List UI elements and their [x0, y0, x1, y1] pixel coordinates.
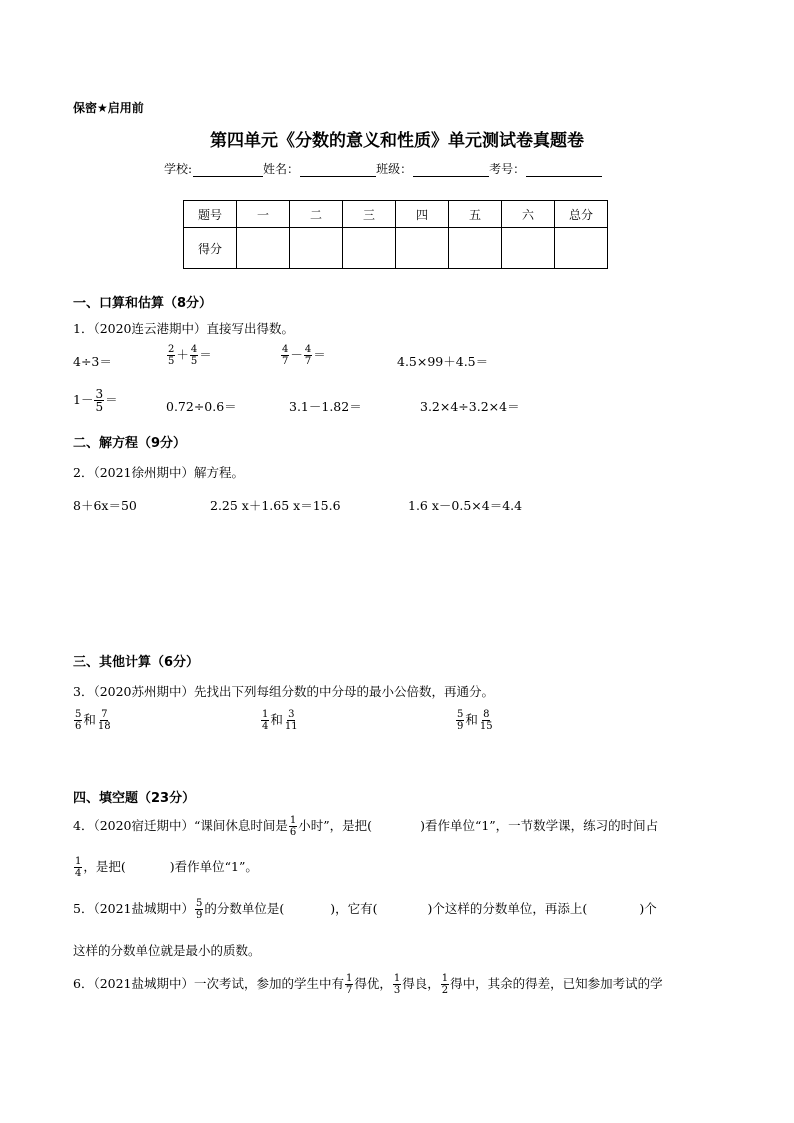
class-field[interactable]: [413, 164, 489, 177]
fraction: $\frac{7}{18}$: [97, 709, 111, 732]
fraction-pair: $\frac{5}{9}$ 和 $\frac{8}{15}$: [457, 709, 493, 732]
score-table: [183, 200, 608, 269]
school-field[interactable]: [193, 164, 263, 177]
question-text: 这样的分数单位就是最小的质数。: [73, 943, 261, 958]
table-cell: 二: [290, 201, 343, 228]
fraction-pair: $\frac{5}{6}$ 和 $\frac{7}{18}$: [75, 709, 111, 732]
score-cell[interactable]: [396, 228, 449, 269]
score-cell[interactable]: [449, 228, 502, 269]
table-cell: 四: [396, 201, 449, 228]
section-heading: 一、口算和估算（8分）: [73, 296, 213, 311]
question-text: 6．（2021盐城期中）一次考试，参加的学生中有 $\frac{1}{7}$ 得优， $\frac{1}{3}$ 得良， $\frac{1}{2}$ 得中，其余的得差，已知参加考试的学: [73, 973, 663, 996]
fraction: $\frac{4}{7}$: [282, 344, 289, 367]
fraction: $\frac{2}{5}$: [168, 344, 175, 367]
expression: 4.5×99＋4.5＝: [397, 354, 489, 369]
fraction: $\frac{1}{4}$: [262, 709, 269, 732]
expression: $\frac{2}{5}$ ＋ $\frac{4}{5}$ ＝: [168, 344, 212, 367]
score-cell[interactable]: [502, 228, 555, 269]
equation: 8＋6x＝50: [73, 498, 137, 513]
expression: 3.2×4÷3.2×4＝: [420, 399, 520, 414]
exam-number-label: 考号：: [489, 162, 526, 176]
fraction: $\frac{5}{9}$: [196, 898, 203, 921]
fraction: $\frac{5}{6}$: [75, 709, 82, 732]
score-cell[interactable]: [290, 228, 343, 269]
fraction: $\frac{8}{15}$: [479, 709, 493, 732]
table-cell: 五: [449, 201, 502, 228]
score-cell[interactable]: [237, 228, 290, 269]
expression: $\frac{4}{7}$ － $\frac{4}{7}$ ＝: [282, 344, 326, 367]
question-text: 5．（2021盐城期中） $\frac{5}{9}$ 的分数单位是( )，它有( )个这样的分数单位，再添上( )个: [73, 898, 657, 921]
section-heading: 三、其他计算（6分）: [73, 655, 200, 670]
fraction: $\frac{3}{5}$: [95, 387, 104, 414]
equation: 2.25 x＋1.65 x＝15.6: [210, 498, 341, 513]
expression: 4÷3＝: [73, 354, 112, 369]
table-cell: 总分: [555, 201, 608, 228]
exam-number-field[interactable]: [526, 164, 602, 177]
question-text: 2．（2021徐州期中）解方程。: [73, 465, 245, 480]
score-cell[interactable]: [555, 228, 608, 269]
name-label: 姓名：: [263, 162, 300, 176]
fraction: $\frac{4}{7}$: [304, 344, 312, 367]
fraction: $\frac{4}{5}$: [190, 344, 198, 367]
question-text: 1．（2020连云港期中）直接写出得数。: [73, 321, 295, 336]
question-text: 3．（2020苏州期中）先找出下列每组分数的中分母的最小公倍数，再通分。: [73, 684, 495, 699]
table-cell: 三: [343, 201, 396, 228]
expression: 3.1－1.82＝: [289, 399, 362, 414]
score-cell[interactable]: [343, 228, 396, 269]
fraction: $\frac{1}{7}$: [346, 973, 353, 996]
fraction: $\frac{5}{9}$: [457, 709, 464, 732]
table-cell: 六: [502, 201, 555, 228]
page-title: 第四单元《分数的意义和性质》单元测试卷真题卷: [210, 131, 584, 151]
score-table-score-row: [184, 228, 608, 269]
fraction: $\frac{1}{6}$: [289, 815, 297, 838]
expression: 0.72÷0.6＝: [166, 399, 237, 414]
fraction: $\frac{1}{4}$: [75, 856, 82, 879]
table-cell: 一: [237, 201, 290, 228]
student-info-row: [164, 160, 602, 177]
expression: 1－ $\frac{3}{5}$ ＝: [73, 387, 118, 414]
fraction-pair: $\frac{1}{4}$ 和 $\frac{3}{11}$: [262, 709, 298, 732]
school-label: 学校:: [164, 162, 193, 176]
score-table-header-row: [184, 201, 608, 228]
table-cell: 得分: [184, 228, 237, 269]
name-field[interactable]: [300, 164, 376, 177]
question-text: 4．（2020宿迁期中）“课间休息时间是 $\frac{1}{6}$ 小时”，是把( )看作单位“1”，一节数学课，练习的时间占: [73, 815, 659, 838]
fraction: $\frac{3}{11}$: [284, 709, 298, 732]
class-label: 班级：: [376, 162, 413, 176]
question-text: $\frac{1}{4}$ ，是把( )看作单位“1”。: [75, 856, 258, 879]
confidential-label: 保密★启用前: [73, 101, 144, 115]
section-heading: 二、解方程（9分）: [73, 436, 187, 451]
fraction: $\frac{1}{2}$: [441, 973, 449, 996]
section-heading: 四、填空题（23分）: [73, 791, 196, 806]
equation: 1.6 x－0.5×4＝4.4: [408, 498, 523, 513]
table-cell: 题号: [184, 201, 237, 228]
fraction: $\frac{1}{3}$: [393, 973, 401, 996]
